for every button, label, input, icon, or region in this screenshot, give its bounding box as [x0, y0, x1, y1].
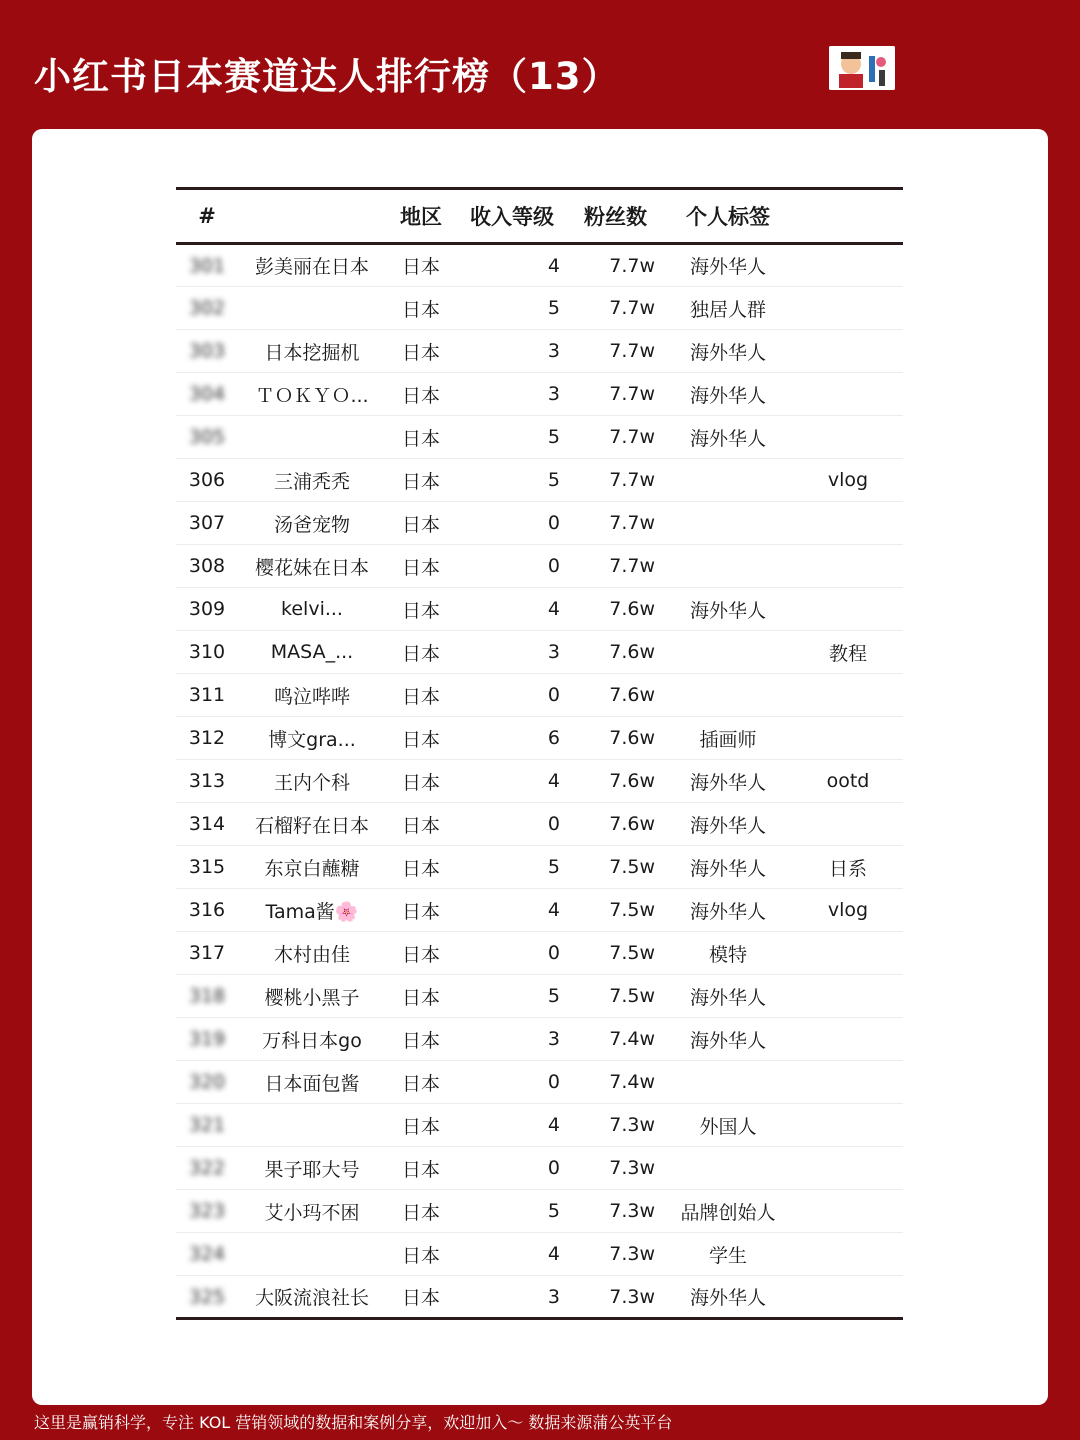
tag-cell: [793, 1147, 903, 1190]
name-cell: 艾小玛不困: [264, 1201, 360, 1224]
income-level-cell: 0: [547, 813, 560, 835]
table-row: [176, 330, 903, 373]
rank-cell: 301: [188, 254, 226, 277]
rank-cell: 308: [188, 555, 226, 577]
rank-cell: 319: [188, 1028, 226, 1050]
region-cell: 日本: [401, 298, 440, 321]
income-level-cell: 6: [547, 727, 560, 749]
income-level-cell: 0: [547, 512, 560, 534]
region-cell: 日本: [401, 685, 440, 708]
rank-cell: 313: [188, 770, 226, 792]
region-cell: 日本: [401, 900, 440, 923]
name-cell: 东京白蘸糖: [264, 857, 360, 880]
rank-cell: 307: [188, 512, 226, 534]
region-cell: 日本: [401, 1287, 440, 1309]
rank-cell: 318: [188, 985, 226, 1007]
income-level-cell: 0: [547, 1071, 560, 1093]
income-level-cell: 5: [547, 985, 560, 1007]
region-cell: 日本: [401, 1115, 440, 1138]
income-level-cell: 3: [547, 383, 560, 405]
col-header-income-level: 收入等级: [456, 189, 568, 244]
tag-cell: [793, 803, 903, 846]
income-level-cell: 5: [547, 856, 560, 878]
tag-cell: ootd: [826, 770, 870, 792]
rank-cell: 310: [188, 641, 226, 663]
tag-cell: 日系: [828, 857, 867, 880]
personal-tag-cell: 海外华人: [689, 814, 766, 837]
followers-cell: 7.6w: [609, 813, 655, 835]
cartoon-avatar-logo: [829, 46, 895, 90]
tag-cell: [793, 416, 903, 459]
region-cell: 日本: [401, 341, 440, 364]
tag-cell: [793, 545, 903, 588]
table-row: [176, 1233, 903, 1276]
personal-tag-cell: [663, 545, 793, 588]
income-level-cell: 0: [547, 942, 560, 964]
personal-tag-cell: 海外华人: [689, 771, 766, 794]
rank-cell: 324: [188, 1243, 226, 1265]
rank-cell: 303: [188, 340, 226, 362]
table-row: [176, 1018, 903, 1061]
rank-cell: 325: [188, 1285, 226, 1308]
followers-cell: 7.7w: [609, 555, 655, 577]
income-level-cell: 3: [547, 1028, 560, 1050]
personal-tag-cell: 品牌创始人: [680, 1201, 776, 1224]
table-row: [176, 1061, 903, 1104]
table-row: [176, 502, 903, 545]
name-cell: 樱桃小黑子: [264, 986, 360, 1009]
personal-tag-cell: 海外华人: [689, 857, 766, 880]
personal-tag-cell: 模特: [708, 943, 747, 966]
name-cell: kelvi...: [281, 598, 343, 620]
tag-cell: vlog: [827, 469, 869, 491]
name-cell: [238, 287, 386, 330]
income-level-cell: 0: [547, 1157, 560, 1179]
personal-tag-cell: [663, 1061, 793, 1104]
followers-cell: 7.7w: [609, 297, 655, 319]
personal-tag-cell: 海外华人: [689, 599, 766, 622]
page-title: 小红书日本赛道达人排行榜（13）: [34, 55, 620, 98]
name-cell: [238, 1233, 386, 1276]
tag-cell: [793, 674, 903, 717]
income-level-cell: 4: [547, 1114, 560, 1136]
followers-cell: 7.5w: [609, 942, 655, 964]
name-cell: 鸣泣哔哔: [273, 685, 350, 708]
region-cell: 日本: [401, 728, 440, 751]
region-cell: 日本: [401, 427, 440, 450]
rank-cell: 306: [188, 469, 226, 491]
tag-cell: 教程: [828, 642, 867, 665]
name-cell: 博文gra...: [268, 728, 356, 751]
rank-cell: 311: [188, 684, 226, 706]
name-cell: 三浦秃秃: [273, 470, 350, 493]
tag-cell: [793, 502, 903, 545]
income-level-cell: 3: [547, 1285, 560, 1308]
followers-cell: 7.3w: [609, 1114, 655, 1136]
table-row: [176, 803, 903, 846]
followers-cell: 7.5w: [609, 856, 655, 878]
tag-cell: [793, 1104, 903, 1147]
name-cell: 万科日本go: [262, 1029, 362, 1052]
personal-tag-cell: 海外华人: [689, 1287, 766, 1309]
region-cell: 日本: [401, 1029, 440, 1052]
income-level-cell: 4: [547, 598, 560, 620]
personal-tag-cell: [663, 674, 793, 717]
followers-cell: 7.4w: [609, 1028, 655, 1050]
followers-cell: 7.7w: [609, 469, 655, 491]
tag-cell: vlog: [827, 899, 869, 921]
region-cell: 日本: [401, 1158, 440, 1181]
rank-cell: 323: [188, 1200, 226, 1222]
region-cell: 日本: [401, 771, 440, 794]
followers-cell: 7.7w: [609, 383, 655, 405]
region-cell: 日本: [401, 599, 440, 622]
income-level-cell: 4: [547, 1243, 560, 1265]
tag-cell: [793, 1190, 903, 1233]
personal-tag-cell: 海外华人: [689, 427, 766, 450]
region-cell: 日本: [401, 556, 440, 579]
rank-cell: 322: [188, 1157, 226, 1179]
table-header-row: [176, 189, 903, 244]
rank-cell: 314: [188, 813, 226, 835]
income-level-cell: 3: [547, 340, 560, 362]
followers-cell: 7.3w: [609, 1243, 655, 1265]
tag-cell: [793, 1061, 903, 1104]
table-row: [176, 459, 903, 502]
personal-tag-cell: 学生: [708, 1244, 747, 1267]
rank-cell: 321: [188, 1114, 226, 1136]
rank-cell: 305: [188, 426, 226, 448]
followers-cell: 7.6w: [609, 684, 655, 706]
region-cell: 日本: [401, 642, 440, 665]
name-cell: [238, 1104, 386, 1147]
followers-cell: 7.4w: [609, 1071, 655, 1093]
rank-cell: 317: [188, 942, 226, 964]
income-level-cell: 4: [547, 899, 560, 921]
personal-tag-cell: 海外华人: [689, 986, 766, 1009]
col-header-name: [238, 189, 386, 244]
table-row: [176, 1190, 903, 1233]
income-level-cell: 0: [547, 684, 560, 706]
name-cell: 日本挖掘机: [264, 341, 360, 364]
region-cell: 日本: [401, 513, 440, 536]
personal-tag-cell: [663, 1147, 793, 1190]
rank-cell: 315: [188, 856, 226, 878]
followers-cell: 7.7w: [609, 254, 655, 277]
personal-tag-cell: 海外华人: [689, 900, 766, 923]
rank-cell: 320: [188, 1071, 226, 1093]
name-cell: 汤爸宠物: [273, 513, 350, 536]
table-row: [176, 717, 903, 760]
col-header-rank: #: [176, 189, 238, 244]
region-cell: 日本: [401, 1072, 440, 1095]
table-row: [176, 674, 903, 717]
income-level-cell: 4: [547, 254, 560, 277]
col-header-personal-tag: 个人标签: [663, 189, 793, 244]
rank-cell: 302: [188, 297, 226, 319]
name-cell: 彭美丽在日本: [254, 256, 369, 278]
income-level-cell: 0: [547, 555, 560, 577]
table-row: [176, 1276, 903, 1319]
region-cell: 日本: [401, 256, 440, 278]
tag-cell: [793, 588, 903, 631]
tag-cell: [793, 1276, 903, 1319]
table-row: [176, 975, 903, 1018]
name-cell: 王内个科: [273, 771, 350, 794]
income-level-cell: 5: [547, 1200, 560, 1222]
region-cell: 日本: [401, 986, 440, 1009]
table-row: [176, 244, 903, 287]
personal-tag-cell: 海外华人: [689, 384, 766, 407]
followers-cell: 7.3w: [609, 1200, 655, 1222]
rank-cell: 304: [188, 383, 226, 405]
tag-cell: [793, 1018, 903, 1061]
followers-cell: 7.7w: [609, 340, 655, 362]
personal-tag-cell: 海外华人: [689, 341, 766, 364]
col-header-followers: 粉丝数: [568, 189, 663, 244]
tag-cell: [793, 330, 903, 373]
table-row: [176, 932, 903, 975]
rank-cell: 312: [188, 727, 226, 749]
followers-cell: 7.5w: [609, 899, 655, 921]
name-cell: MASA_...: [270, 641, 354, 663]
name-cell: 木村由佳: [273, 943, 350, 966]
tag-cell: [793, 244, 903, 287]
table-row: [176, 846, 903, 889]
personal-tag-cell: [663, 631, 793, 674]
personal-tag-cell: 海外华人: [689, 256, 766, 278]
region-cell: 日本: [401, 857, 440, 880]
followers-cell: 7.6w: [609, 641, 655, 663]
name-cell: 樱花妹在日本: [254, 556, 369, 579]
personal-tag-cell: [663, 459, 793, 502]
income-level-cell: 5: [547, 469, 560, 491]
income-level-cell: 5: [547, 426, 560, 448]
followers-cell: 7.6w: [609, 770, 655, 792]
table-row: [176, 373, 903, 416]
tag-cell: [793, 373, 903, 416]
ranking-card: [32, 129, 1048, 1405]
personal-tag-cell: 外国人: [699, 1115, 757, 1138]
tag-cell: [793, 975, 903, 1018]
table-row: [176, 1147, 903, 1190]
name-cell: 大阪流浪社长: [254, 1287, 369, 1309]
name-cell: 日本面包酱: [264, 1072, 360, 1095]
table-row: [176, 1104, 903, 1147]
region-cell: 日本: [401, 1244, 440, 1267]
followers-cell: 7.5w: [609, 985, 655, 1007]
name-cell: ＴＯＫＹＯ...: [255, 384, 369, 407]
table-row: [176, 545, 903, 588]
name-cell: [238, 416, 386, 459]
table-row: [176, 889, 903, 932]
col-header-tag: [793, 189, 903, 244]
personal-tag-cell: 海外华人: [689, 1029, 766, 1052]
followers-cell: 7.3w: [609, 1157, 655, 1179]
personal-tag-cell: [663, 502, 793, 545]
personal-tag-cell: 插画师: [699, 728, 757, 751]
followers-cell: 7.7w: [609, 426, 655, 448]
income-level-cell: 4: [547, 770, 560, 792]
region-cell: 日本: [401, 943, 440, 966]
followers-cell: 7.7w: [609, 512, 655, 534]
tag-cell: [793, 287, 903, 330]
tag-cell: [793, 1233, 903, 1276]
table-row: [176, 631, 903, 674]
table-row: [176, 588, 903, 631]
followers-cell: 7.6w: [609, 727, 655, 749]
name-cell: Tama酱🌸: [265, 900, 359, 923]
table-row: [176, 287, 903, 330]
income-level-cell: 5: [547, 297, 560, 319]
footer-note: 这里是赢销科学，专注 KOL 营销领域的数据和案例分享，欢迎加入～ 数据来源蒲公英平台: [34, 1413, 673, 1432]
region-cell: 日本: [401, 1201, 440, 1224]
region-cell: 日本: [401, 384, 440, 407]
tag-cell: [793, 932, 903, 975]
followers-cell: 7.3w: [609, 1285, 655, 1308]
income-level-cell: 3: [547, 641, 560, 663]
followers-cell: 7.6w: [609, 598, 655, 620]
rank-cell: 309: [188, 598, 226, 620]
region-cell: 日本: [401, 814, 440, 837]
ranking-table: [176, 187, 903, 1320]
tag-cell: [793, 717, 903, 760]
table-row: [176, 416, 903, 459]
name-cell: 果子耶大号: [264, 1158, 360, 1181]
region-cell: 日本: [401, 470, 440, 493]
name-cell: 石榴籽在日本: [254, 814, 369, 837]
col-header-region: 地区: [386, 189, 456, 244]
table-row: [176, 760, 903, 803]
rank-cell: 316: [188, 899, 226, 921]
personal-tag-cell: 独居人群: [689, 298, 766, 321]
